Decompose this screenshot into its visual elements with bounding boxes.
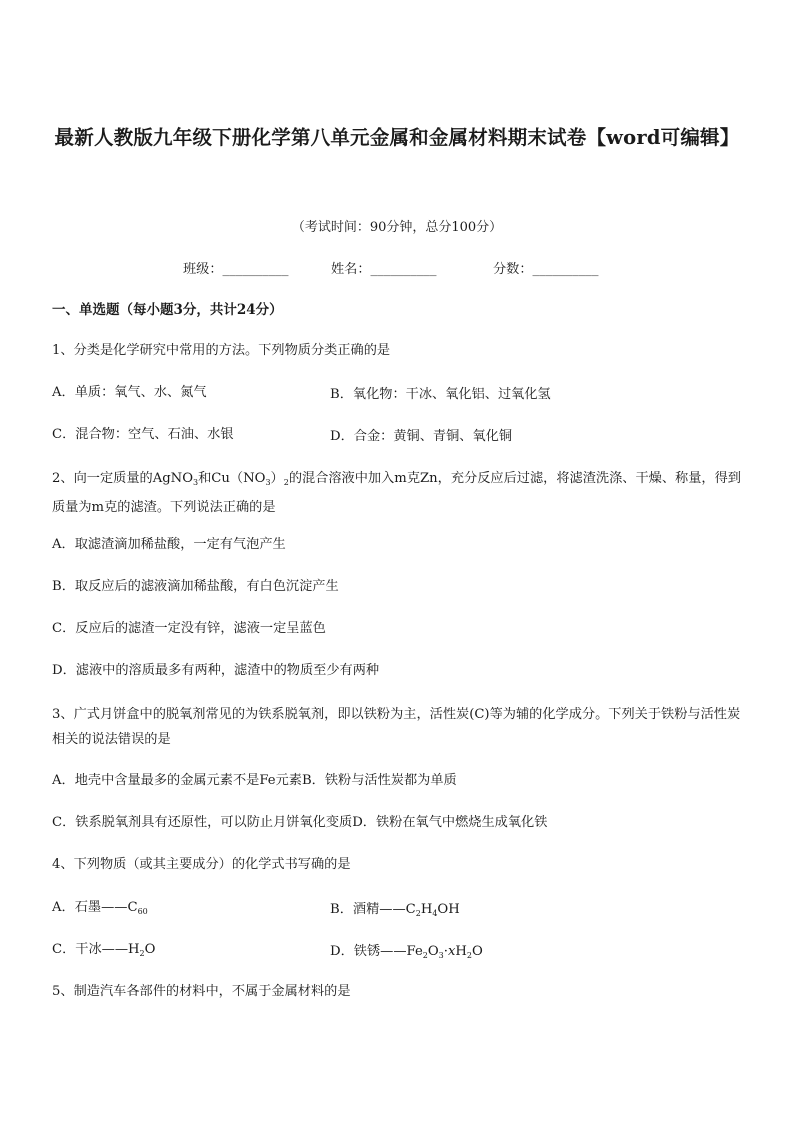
q4c-text-2: O [144,942,156,957]
question-3-options-cd: C．铁系脱氧剂具有还原性，可以防止月饼氧化变质D．铁粉在氧气中燃烧生成氧化铁 [52,815,548,830]
q4b-text-1: B．酒精——C [330,902,416,917]
question-3-options-ab: A．地壳中含量最多的金属元素不是Fe元素B．铁粉与活性炭都为单质 [52,773,457,788]
q4d-text-6: O [472,944,483,959]
question-5-stem: 5、制造汽车各部件的材料中，不属于金属材料的是 [52,984,351,999]
q4d-text-4: x [447,944,456,959]
question-1-option-b: B．氧化物：干冰、氧化铝、过氧化氢 [330,387,551,402]
q2-text-4: 的混合溶液中加入m克Zn，充分反应后过滤，将滤渣洗涤、干燥、称量，得到质量为m克的滤渣。下列说法正确的是 [52,471,741,515]
question-4-option-a [52,898,148,922]
section-title: 一、单选题（每小题3分，共计24分） [52,302,283,318]
question-1-option-a: A．单质：氧气、水、氮气 [52,385,207,400]
question-4-option-b [330,898,460,918]
q4c-sub: 2 [139,949,145,958]
q4d-text-1: D．铁锈——Fe [330,944,423,959]
question-4-option-c [52,940,155,964]
question-2-option-c: C．反应后的滤渣一定没有锌，滤液一定呈蓝色 [52,621,326,636]
page-title: 最新人教版九年级下册化学第八单元金属和金属材料期末试卷【word可编辑】 [54,126,740,149]
q4d-sub-1: 2 [422,951,428,960]
question-4-option-d [330,940,483,960]
q2-sub-3: 2 [283,478,289,487]
q4b-text-2: H [420,902,433,917]
q2-sub-2: 3 [265,478,271,487]
q4d-sub-3: 2 [466,951,472,960]
q2-sub-1: 3 [193,478,199,487]
q4c-text-1: C．干冰——H [52,942,140,957]
question-2-option-b: B．取反应后的滤液滴加稀盐酸，有白色沉淀产生 [52,579,339,594]
q2-text-1: 2、向一定质量的AgNO [52,471,194,486]
q2-text-2: 和Cu（NO [198,471,266,486]
score-field: 分数：__________ [493,262,599,277]
q4d-text-2: O [427,944,439,959]
q4d-sub-2: 3 [438,951,444,960]
q4d-text-3: · [443,944,448,959]
question-4-stem: 4、下列物质（或其主要成分）的化学式书写确的是 [52,857,351,872]
q4a-sub: 60 [137,907,148,916]
q4b-sub-1: 2 [415,909,421,918]
question-2-stem [52,466,742,520]
question-1-option-d: D．合金：黄铜、青铜、氧化铜 [330,429,513,444]
q4b-sub-2: 4 [432,909,438,918]
question-2-option-d: D．滤液中的溶质最多有两种，滤渣中的物质至少有两种 [52,663,380,678]
q4d-text-5: H [455,944,467,959]
question-2-option-a: A．取滤渣滴加稀盐酸，一定有气泡产生 [52,537,286,552]
q4a-text: A．石墨——C [52,900,138,915]
q2-text-3: ） [270,471,284,486]
class-field: 班级：__________ [183,262,289,277]
q4b-text-3: OH [437,902,460,917]
question-3-stem: 3、广式月饼盒中的脱氧剂常见的为铁系脱氧剂，即以铁粉为主，活性炭(C)等为辅的化学成分。下列关于铁粉与活性炭相关的说法错误的是 [52,707,741,747]
name-field: 姓名：__________ [331,262,437,277]
exam-info: （考试时间：90分钟，总分100分） [291,220,503,235]
question-1-option-c: C．混合物：空气、石油、水银 [52,427,234,442]
question-1-stem: 1、分类是化学研究中常用的方法。下列物质分类正确的是 [52,343,391,358]
